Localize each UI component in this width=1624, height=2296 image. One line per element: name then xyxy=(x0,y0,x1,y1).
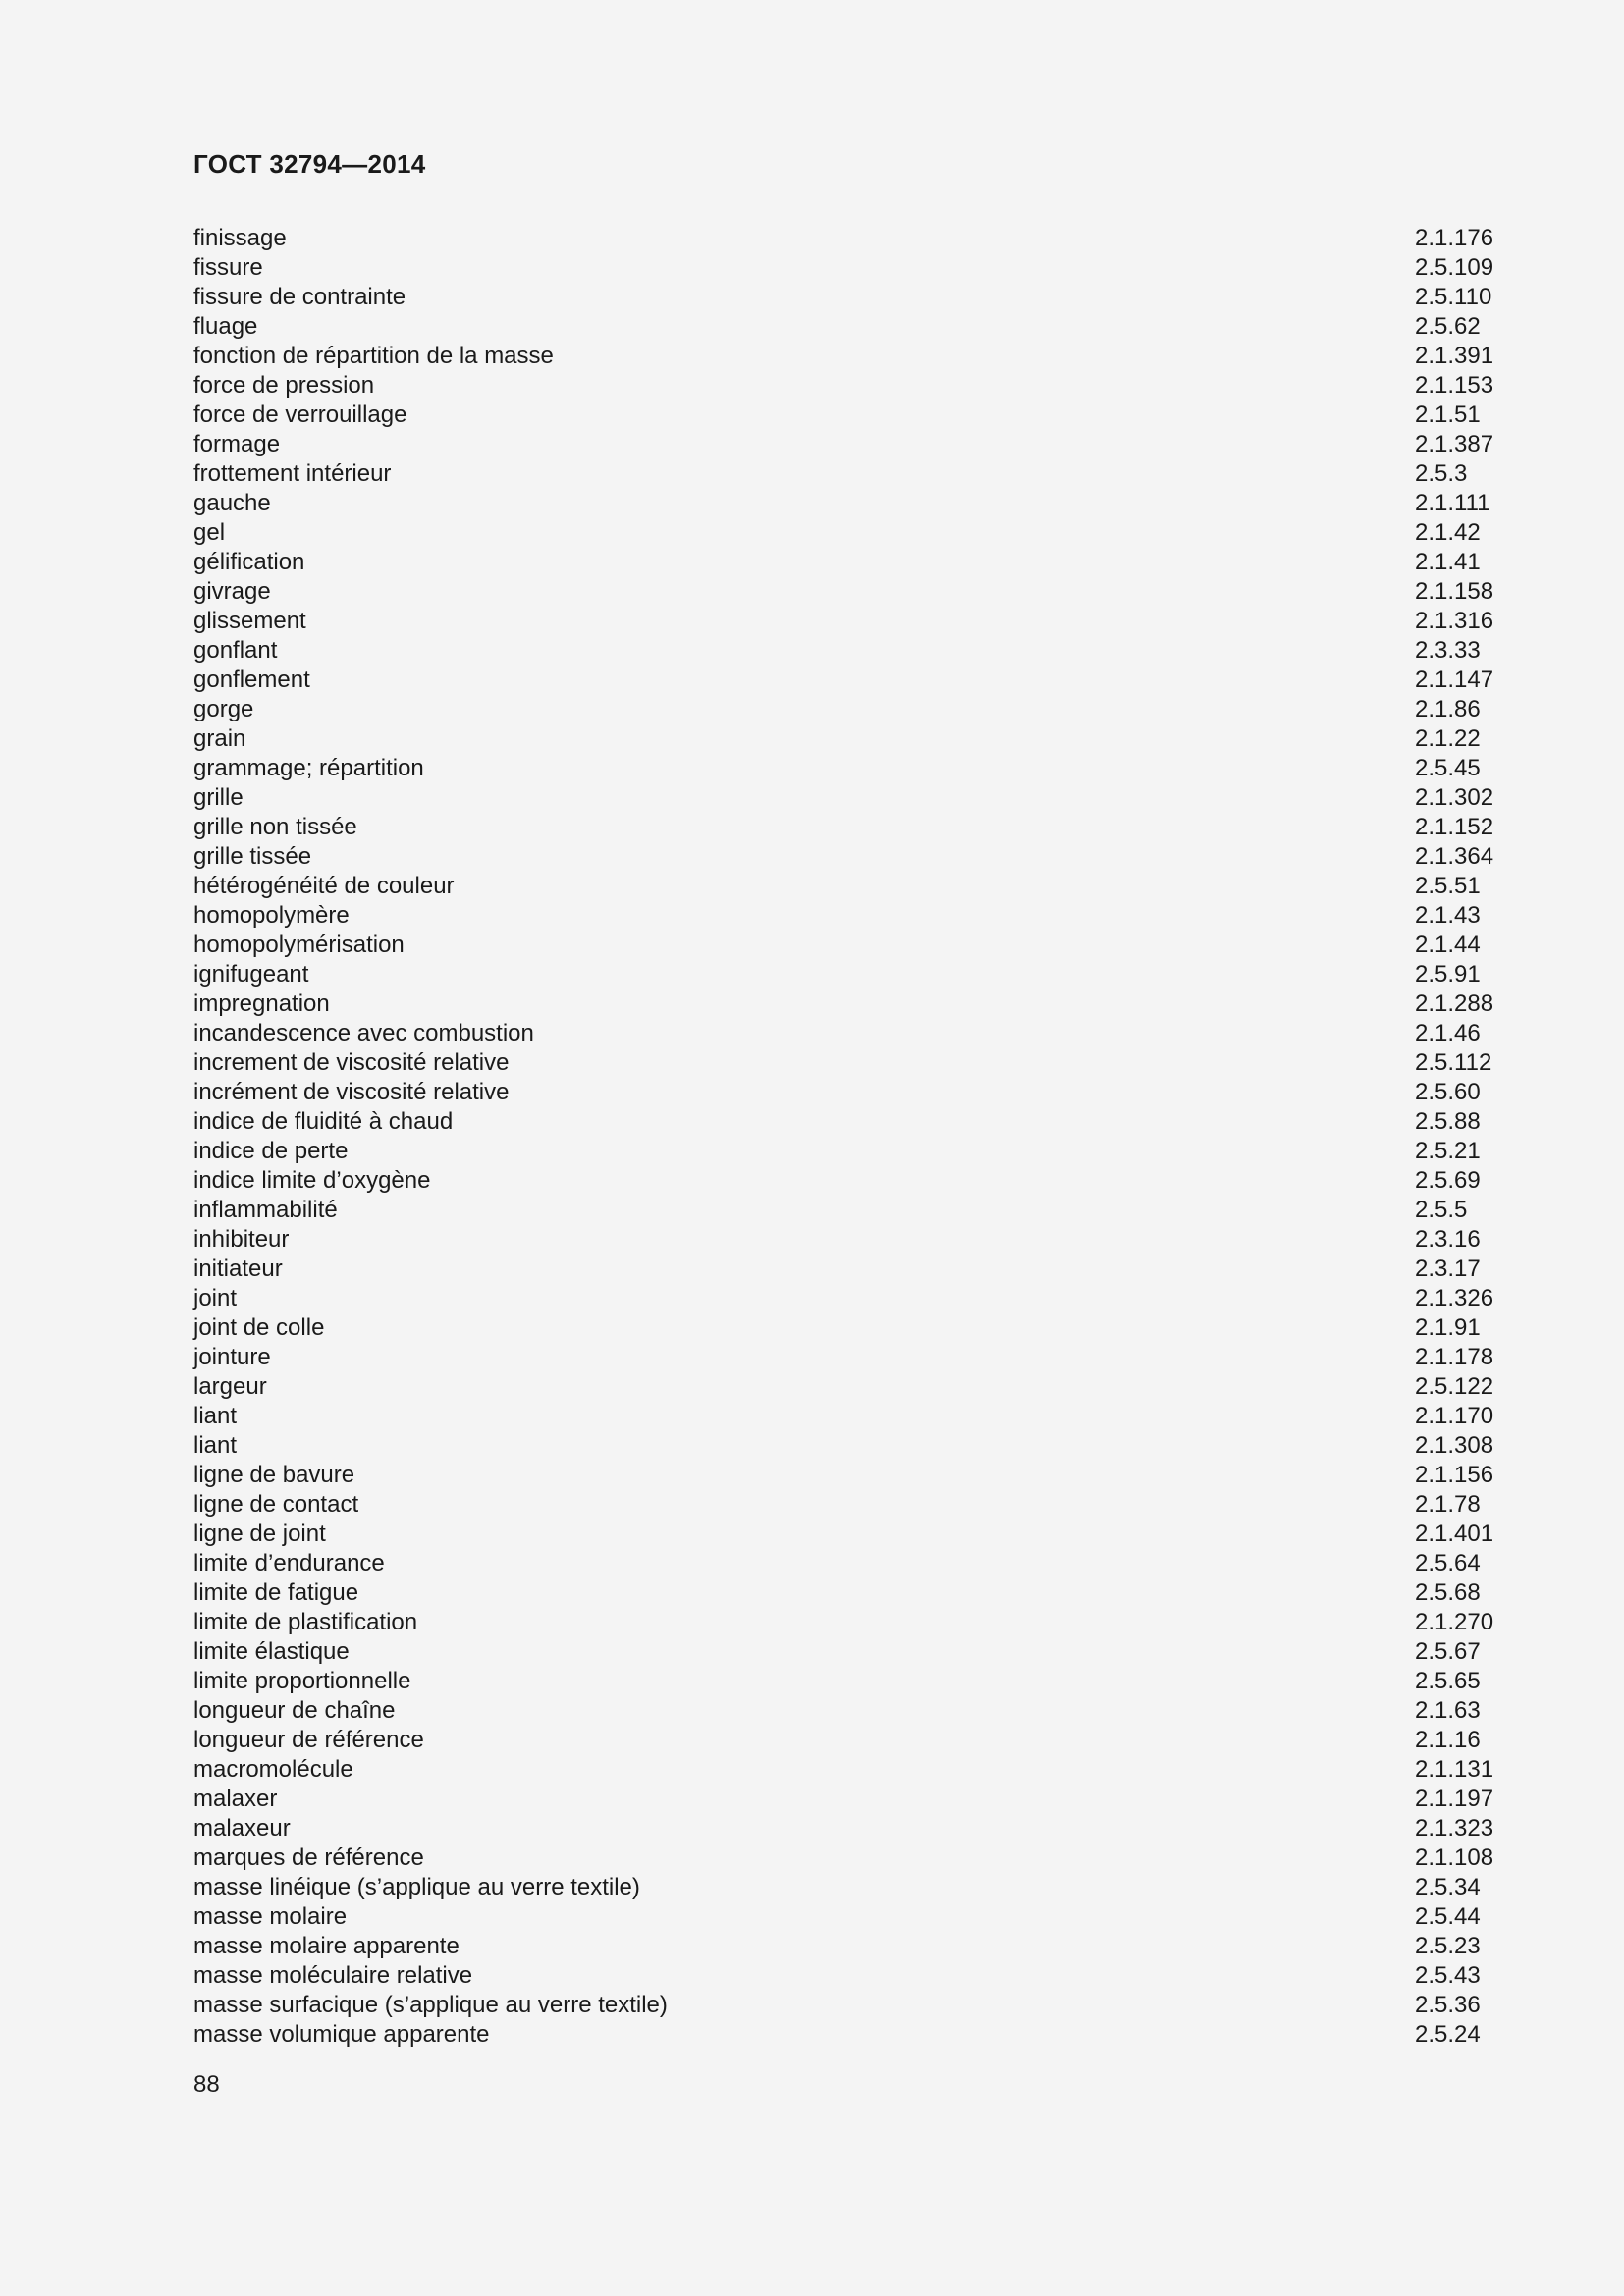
index-reference: 2.1.51 xyxy=(1415,401,1481,428)
index-term: force de verrouillage xyxy=(193,401,407,428)
index-reference: 2.1.131 xyxy=(1415,1756,1494,1783)
index-entry xyxy=(193,607,1499,636)
index-entry xyxy=(193,518,1499,548)
index-reference: 2.5.68 xyxy=(1415,1579,1481,1606)
index-term: indice de perte xyxy=(193,1138,349,1164)
index-reference: 2.1.91 xyxy=(1415,1314,1481,1341)
index-entry xyxy=(193,1019,1499,1048)
index-reference: 2.3.17 xyxy=(1415,1255,1481,1282)
index-entry xyxy=(193,1578,1499,1608)
index-entry xyxy=(193,577,1499,607)
index-term: largeur xyxy=(193,1373,267,1400)
index-entry xyxy=(193,400,1499,430)
index-term: grille non tissée xyxy=(193,814,357,840)
index-entry xyxy=(193,1461,1499,1490)
index-reference: 2.5.23 xyxy=(1415,1933,1481,1959)
index-entry xyxy=(193,312,1499,342)
index-term: joint de colle xyxy=(193,1314,325,1341)
index-reference: 2.1.308 xyxy=(1415,1432,1494,1459)
index-term: ligne de joint xyxy=(193,1521,326,1547)
index-entry xyxy=(193,459,1499,489)
index-entry xyxy=(193,1225,1499,1255)
index-entry xyxy=(193,1873,1499,1902)
index-entry xyxy=(193,371,1499,400)
index-entry xyxy=(193,989,1499,1019)
index-term: givrage xyxy=(193,578,271,605)
index-reference: 2.1.170 xyxy=(1415,1403,1494,1429)
index-entry xyxy=(193,1372,1499,1402)
index-term: grammage; répartition xyxy=(193,755,424,781)
index-reference: 2.5.45 xyxy=(1415,755,1481,781)
index-entry xyxy=(193,1431,1499,1461)
index-entry xyxy=(193,1284,1499,1313)
index-entry xyxy=(193,636,1499,666)
term-index-list xyxy=(193,224,1499,2050)
index-entry xyxy=(193,1490,1499,1520)
index-term: incandescence avec combustion xyxy=(193,1020,534,1046)
index-term: formage xyxy=(193,431,281,457)
index-reference: 2.5.122 xyxy=(1415,1373,1494,1400)
index-reference: 2.5.60 xyxy=(1415,1079,1481,1105)
index-reference: 2.5.88 xyxy=(1415,1108,1481,1135)
index-term: masse molaire xyxy=(193,1903,348,1930)
index-entry xyxy=(193,1313,1499,1343)
index-entry xyxy=(193,283,1499,312)
index-reference: 2.5.112 xyxy=(1415,1049,1492,1076)
index-entry xyxy=(193,783,1499,813)
index-term: ligne de contact xyxy=(193,1491,359,1518)
index-entry xyxy=(193,1667,1499,1696)
index-entry xyxy=(193,901,1499,931)
index-reference: 2.1.401 xyxy=(1415,1521,1494,1547)
index-entry xyxy=(193,842,1499,872)
index-term: grain xyxy=(193,725,246,752)
index-term: frottement intérieur xyxy=(193,460,392,487)
index-reference: 2.1.42 xyxy=(1415,519,1481,546)
index-reference: 2.1.86 xyxy=(1415,696,1481,722)
index-term: gonflant xyxy=(193,637,278,664)
index-reference: 2.5.34 xyxy=(1415,1874,1481,1900)
index-reference: 2.5.69 xyxy=(1415,1167,1481,1194)
index-entry xyxy=(193,1608,1499,1637)
index-entry xyxy=(193,1520,1499,1549)
index-reference: 2.3.33 xyxy=(1415,637,1481,664)
index-reference: 2.5.44 xyxy=(1415,1903,1481,1930)
index-entry xyxy=(193,1402,1499,1431)
index-term: longueur de chaîne xyxy=(193,1697,396,1724)
index-reference: 2.1.391 xyxy=(1415,343,1494,369)
index-term: ignifugeant xyxy=(193,961,309,988)
index-reference: 2.1.41 xyxy=(1415,549,1481,575)
index-reference: 2.5.43 xyxy=(1415,1962,1481,1989)
index-entry xyxy=(193,1107,1499,1137)
index-reference: 2.1.46 xyxy=(1415,1020,1481,1046)
index-reference: 2.1.323 xyxy=(1415,1815,1494,1842)
index-reference: 2.1.302 xyxy=(1415,784,1494,811)
index-reference: 2.5.51 xyxy=(1415,873,1481,899)
index-reference: 2.1.152 xyxy=(1415,814,1494,840)
index-reference: 2.1.16 xyxy=(1415,1727,1481,1753)
index-entry xyxy=(193,1343,1499,1372)
index-entry xyxy=(193,1549,1499,1578)
index-entry xyxy=(193,1843,1499,1873)
index-reference: 2.5.5 xyxy=(1415,1197,1468,1223)
index-entry xyxy=(193,548,1499,577)
index-reference: 2.1.22 xyxy=(1415,725,1481,752)
index-reference: 2.5.65 xyxy=(1415,1668,1481,1694)
index-entry xyxy=(193,342,1499,371)
index-term: gel xyxy=(193,519,226,546)
index-entry xyxy=(193,1961,1499,1991)
index-entry xyxy=(193,1048,1499,1078)
index-reference: 2.5.62 xyxy=(1415,313,1481,340)
index-entry xyxy=(193,1726,1499,1755)
index-reference: 2.1.156 xyxy=(1415,1462,1494,1488)
index-term: marques de référence xyxy=(193,1844,424,1871)
index-entry xyxy=(193,754,1499,783)
index-entry xyxy=(193,724,1499,754)
index-reference: 2.1.270 xyxy=(1415,1609,1494,1635)
index-reference: 2.1.326 xyxy=(1415,1285,1494,1311)
index-term: ligne de bavure xyxy=(193,1462,355,1488)
index-term: masse linéique (s’applique au verre textile) xyxy=(193,1874,640,1900)
document-header: ГОСТ 32794—2014 xyxy=(193,149,426,179)
index-term: limite d’endurance xyxy=(193,1550,385,1576)
index-reference: 2.1.78 xyxy=(1415,1491,1481,1518)
index-term: fluage xyxy=(193,313,258,340)
index-reference: 2.5.67 xyxy=(1415,1638,1481,1665)
index-term: limite de fatigue xyxy=(193,1579,359,1606)
index-term: incrément de viscosité relative xyxy=(193,1079,510,1105)
index-term: initiateur xyxy=(193,1255,283,1282)
index-term: gauche xyxy=(193,490,271,516)
index-term: limite proportionnelle xyxy=(193,1668,411,1694)
index-entry xyxy=(193,872,1499,901)
index-reference: 2.1.147 xyxy=(1415,667,1494,693)
index-term: force de pression xyxy=(193,372,375,399)
index-entry xyxy=(193,1991,1499,2020)
index-reference: 2.1.44 xyxy=(1415,932,1481,958)
index-term: fonction de répartition de la masse xyxy=(193,343,554,369)
index-term: malaxer xyxy=(193,1786,278,1812)
index-term: macromolécule xyxy=(193,1756,353,1783)
index-entry xyxy=(193,1696,1499,1726)
index-reference: 2.5.24 xyxy=(1415,2021,1481,2048)
index-term: jointure xyxy=(193,1344,271,1370)
index-entry xyxy=(193,960,1499,989)
index-term: masse volumique apparente xyxy=(193,2021,490,2048)
index-term: grille xyxy=(193,784,244,811)
index-term: masse moléculaire relative xyxy=(193,1962,473,1989)
index-reference: 2.1.63 xyxy=(1415,1697,1481,1724)
index-reference: 2.1.153 xyxy=(1415,372,1494,399)
index-reference: 2.5.110 xyxy=(1415,284,1492,310)
index-reference: 2.1.197 xyxy=(1415,1786,1494,1812)
index-term: indice limite d’oxygène xyxy=(193,1167,431,1194)
index-term: limite élastique xyxy=(193,1638,350,1665)
index-reference: 2.1.176 xyxy=(1415,225,1494,251)
index-term: homopolymérisation xyxy=(193,932,405,958)
index-entry xyxy=(193,1137,1499,1166)
index-term: fissure de contrainte xyxy=(193,284,406,310)
page-number: 88 xyxy=(193,2071,220,2098)
index-reference: 2.5.36 xyxy=(1415,1992,1481,2018)
index-term: longueur de référence xyxy=(193,1727,424,1753)
index-reference: 2.1.387 xyxy=(1415,431,1494,457)
index-entry xyxy=(193,1902,1499,1932)
index-term: masse molaire apparente xyxy=(193,1933,460,1959)
index-entry xyxy=(193,1814,1499,1843)
index-entry xyxy=(193,489,1499,518)
index-term: gorge xyxy=(193,696,254,722)
index-reference: 2.1.108 xyxy=(1415,1844,1494,1871)
index-entry xyxy=(193,1637,1499,1667)
index-term: inflammabilité xyxy=(193,1197,338,1223)
index-reference: 2.1.364 xyxy=(1415,843,1494,870)
index-entry xyxy=(193,813,1499,842)
index-entry xyxy=(193,1255,1499,1284)
index-reference: 2.5.64 xyxy=(1415,1550,1481,1576)
index-reference: 2.1.111 xyxy=(1415,490,1490,516)
index-entry xyxy=(193,666,1499,695)
index-reference: 2.1.316 xyxy=(1415,608,1494,634)
index-term: glissement xyxy=(193,608,306,634)
index-term: gonflement xyxy=(193,667,310,693)
index-entry xyxy=(193,1932,1499,1961)
index-term: limite de plastification xyxy=(193,1609,418,1635)
index-term: joint xyxy=(193,1285,238,1311)
index-term: inhibiteur xyxy=(193,1226,290,1253)
index-entry xyxy=(193,224,1499,253)
index-entry xyxy=(193,1078,1499,1107)
index-entry xyxy=(193,695,1499,724)
index-reference: 2.5.91 xyxy=(1415,961,1481,988)
index-term: increment de viscosité relative xyxy=(193,1049,510,1076)
index-reference: 2.1.288 xyxy=(1415,990,1494,1017)
index-entry xyxy=(193,1785,1499,1814)
index-entry xyxy=(193,1755,1499,1785)
index-entry xyxy=(193,1166,1499,1196)
index-term: hétérogénéité de couleur xyxy=(193,873,455,899)
index-reference: 2.5.3 xyxy=(1415,460,1468,487)
index-term: fissure xyxy=(193,254,263,281)
index-reference: 2.5.109 xyxy=(1415,254,1494,281)
index-term: gélification xyxy=(193,549,305,575)
index-term: malaxeur xyxy=(193,1815,291,1842)
index-term: liant xyxy=(193,1432,238,1459)
index-entry xyxy=(193,931,1499,960)
index-reference: 2.1.178 xyxy=(1415,1344,1494,1370)
index-term: impregnation xyxy=(193,990,330,1017)
index-term: homopolymère xyxy=(193,902,350,929)
index-term: grille tissée xyxy=(193,843,312,870)
index-term: masse surfacique (s’applique au verre textile) xyxy=(193,1992,668,2018)
index-reference: 2.1.158 xyxy=(1415,578,1494,605)
index-entry xyxy=(193,2020,1499,2050)
index-reference: 2.5.21 xyxy=(1415,1138,1481,1164)
index-entry xyxy=(193,1196,1499,1225)
index-term: indice de fluidité à chaud xyxy=(193,1108,454,1135)
index-reference: 2.3.16 xyxy=(1415,1226,1481,1253)
index-entry xyxy=(193,253,1499,283)
index-reference: 2.1.43 xyxy=(1415,902,1481,929)
index-term: liant xyxy=(193,1403,238,1429)
index-term: finissage xyxy=(193,225,287,251)
index-entry xyxy=(193,430,1499,459)
